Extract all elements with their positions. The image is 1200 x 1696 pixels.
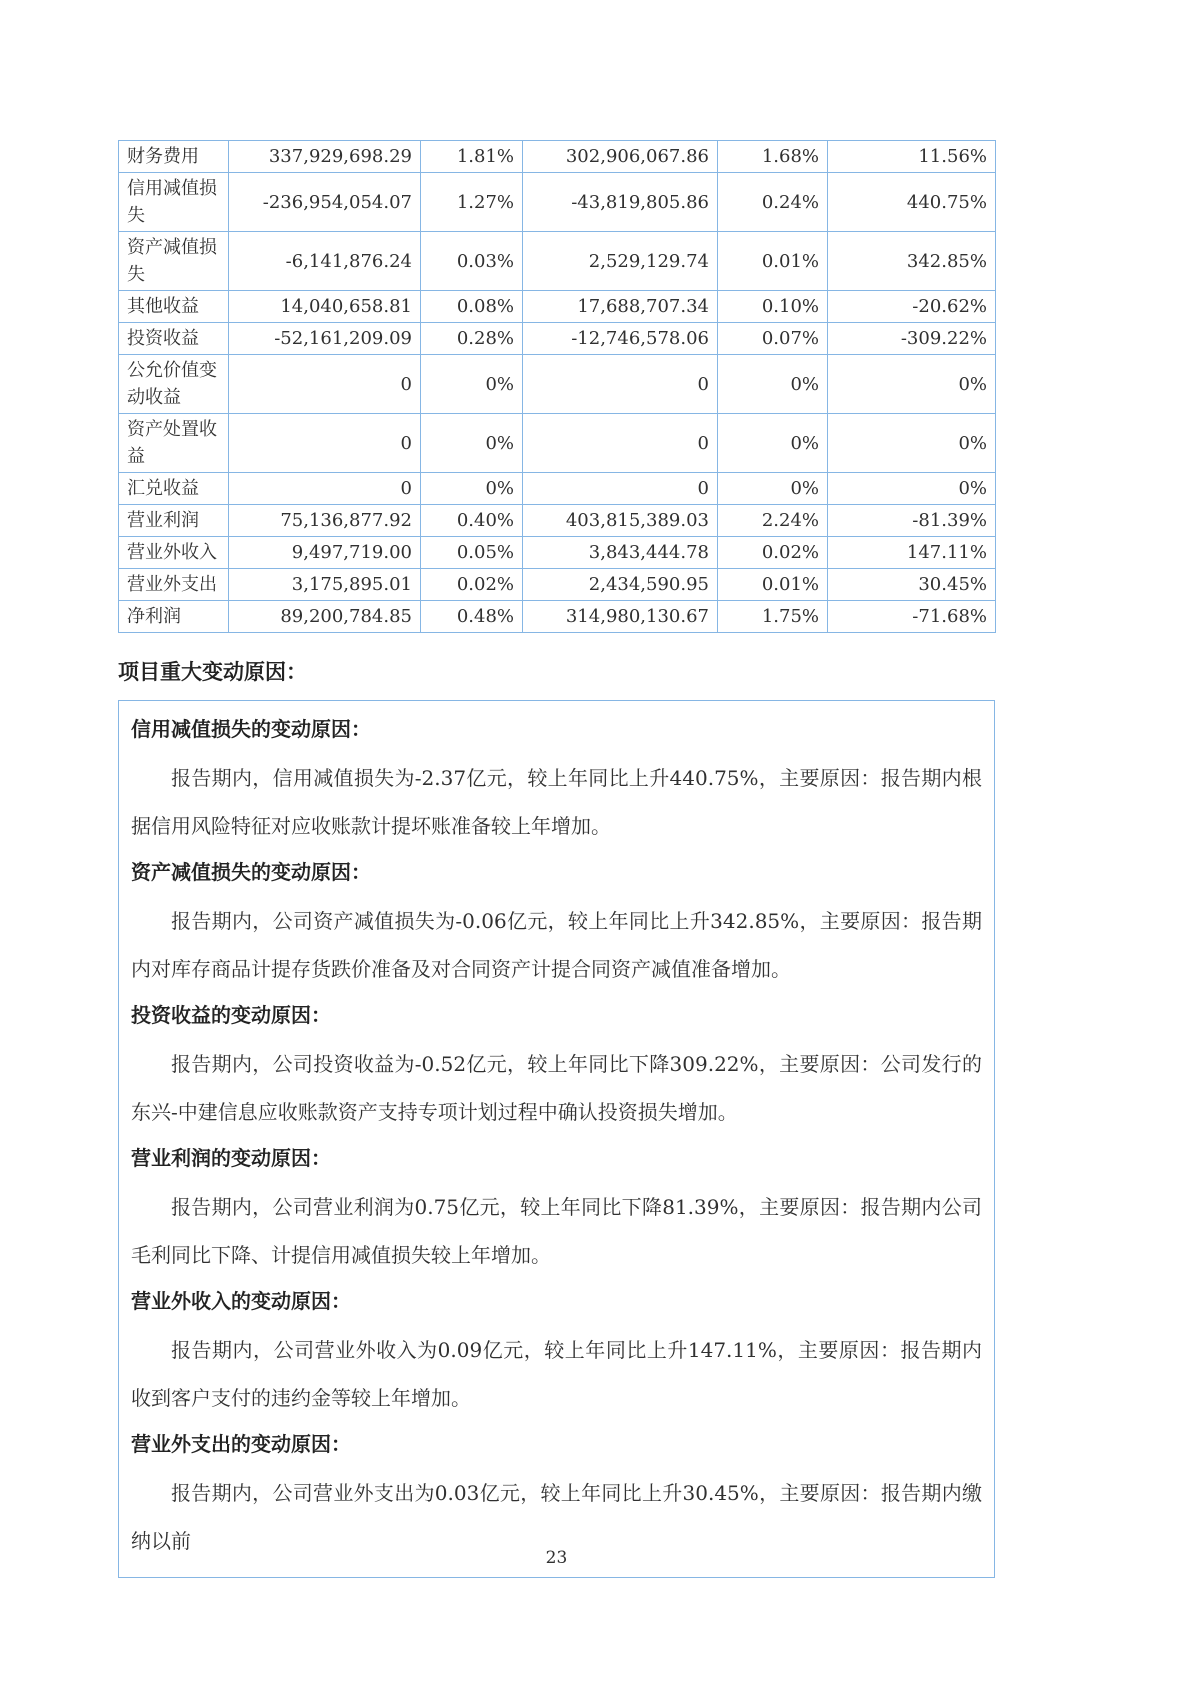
reason-item <box>131 1136 982 1279</box>
cell-yoy-change-percent: 440.75% <box>828 173 996 232</box>
cell-prior-amount: 2,529,129.74 <box>523 232 718 291</box>
cell-yoy-change-percent: 0% <box>828 473 996 505</box>
row-item-label: 投资收益 <box>119 323 229 355</box>
row-item-label: 公允价值变动收益 <box>119 355 229 414</box>
table-row <box>119 291 996 323</box>
table-row <box>119 414 996 473</box>
cell-current-amount: 0 <box>229 473 421 505</box>
cell-current-amount: 3,175,895.01 <box>229 569 421 601</box>
reason-heading: 营业外支出的变动原因： <box>131 1434 351 1457</box>
row-item-label: 其他收益 <box>119 291 229 323</box>
page-number: 23 <box>545 1548 568 1568</box>
financial-table <box>118 140 996 633</box>
cell-current-amount: -52,161,209.09 <box>229 323 421 355</box>
cell-yoy-change-percent: 30.45% <box>828 569 996 601</box>
cell-prior-percent: 1.68% <box>718 141 828 173</box>
table-row <box>119 569 996 601</box>
cell-current-amount: 9,497,719.00 <box>229 537 421 569</box>
row-item-label: 信用减值损失 <box>119 173 229 232</box>
cell-prior-percent: 0.01% <box>718 569 828 601</box>
cell-prior-percent: 0.07% <box>718 323 828 355</box>
cell-prior-amount: 314,980,130.67 <box>523 601 718 633</box>
financial-table-body <box>119 141 996 633</box>
reason-item <box>131 850 982 993</box>
reason-heading: 信用减值损失的变动原因： <box>131 719 371 742</box>
reason-heading: 营业外收入的变动原因： <box>131 1291 351 1314</box>
reason-item <box>131 1422 982 1565</box>
table-row <box>119 601 996 633</box>
table-row <box>119 537 996 569</box>
cell-yoy-change-percent: -20.62% <box>828 291 996 323</box>
cell-current-amount: 0 <box>229 355 421 414</box>
table-row <box>119 141 996 173</box>
table-row <box>119 505 996 537</box>
cell-current-percent: 0% <box>421 473 523 505</box>
reason-body: 报告期内，公司营业利润为0.75亿元，较上年同比下降81.39%，主要原因：报告期内公司毛利同比下降、计提信用减值损失较上年增加。 <box>131 1195 982 1268</box>
cell-prior-percent: 0.10% <box>718 291 828 323</box>
cell-prior-amount: 3,843,444.78 <box>523 537 718 569</box>
page-content <box>118 140 995 1578</box>
reason-item <box>131 707 982 850</box>
row-item-label: 营业利润 <box>119 505 229 537</box>
cell-prior-amount: 403,815,389.03 <box>523 505 718 537</box>
reason-body: 报告期内，公司营业外支出为0.03亿元，较上年同比上升30.45%，主要原因：报告期内缴纳以前 <box>131 1481 982 1554</box>
cell-yoy-change-percent: 0% <box>828 355 996 414</box>
cell-current-percent: 0% <box>421 355 523 414</box>
cell-prior-amount: 302,906,067.86 <box>523 141 718 173</box>
section-title: 项目重大变动原因： <box>118 661 307 684</box>
row-item-label: 资产减值损失 <box>119 232 229 291</box>
cell-prior-amount: 0 <box>523 414 718 473</box>
cell-yoy-change-percent: 342.85% <box>828 232 996 291</box>
table-row <box>119 355 996 414</box>
cell-current-percent: 0.28% <box>421 323 523 355</box>
cell-current-percent: 1.81% <box>421 141 523 173</box>
cell-prior-amount: 17,688,707.34 <box>523 291 718 323</box>
cell-current-amount: 14,040,658.81 <box>229 291 421 323</box>
cell-current-percent: 0% <box>421 414 523 473</box>
cell-prior-percent: 0% <box>718 355 828 414</box>
reason-heading: 营业利润的变动原因： <box>131 1148 331 1171</box>
row-item-label: 汇兑收益 <box>119 473 229 505</box>
cell-prior-amount: 2,434,590.95 <box>523 569 718 601</box>
cell-current-percent: 0.03% <box>421 232 523 291</box>
cell-current-percent: 0.40% <box>421 505 523 537</box>
cell-current-amount: 0 <box>229 414 421 473</box>
cell-current-percent: 1.27% <box>421 173 523 232</box>
row-item-label: 营业外收入 <box>119 537 229 569</box>
row-item-label: 净利润 <box>119 601 229 633</box>
cell-prior-percent: 0% <box>718 473 828 505</box>
reason-item <box>131 1279 982 1422</box>
cell-current-amount: 89,200,784.85 <box>229 601 421 633</box>
cell-prior-percent: 0.01% <box>718 232 828 291</box>
cell-prior-percent: 2.24% <box>718 505 828 537</box>
reason-heading: 投资收益的变动原因： <box>131 1005 331 1028</box>
cell-current-amount: 337,929,698.29 <box>229 141 421 173</box>
cell-current-percent: 0.48% <box>421 601 523 633</box>
table-row <box>119 323 996 355</box>
cell-yoy-change-percent: 147.11% <box>828 537 996 569</box>
cell-yoy-change-percent: -71.68% <box>828 601 996 633</box>
row-item-label: 资产处置收益 <box>119 414 229 473</box>
cell-prior-amount: -43,819,805.86 <box>523 173 718 232</box>
cell-prior-amount: 0 <box>523 473 718 505</box>
cell-current-percent: 0.05% <box>421 537 523 569</box>
cell-yoy-change-percent: -81.39% <box>828 505 996 537</box>
cell-current-percent: 0.08% <box>421 291 523 323</box>
reason-body: 报告期内，公司营业外收入为0.09亿元，较上年同比上升147.11%，主要原因：报告期内收到客户支付的违约金等较上年增加。 <box>131 1338 982 1411</box>
reason-body: 报告期内，信用减值损失为-2.37亿元，较上年同比上升440.75%，主要原因：报告期内根据信用风险特征对应收账款计提坏账准备较上年增加。 <box>131 766 982 839</box>
reason-body: 报告期内，公司投资收益为-0.52亿元，较上年同比下降309.22%，主要原因：公司发行的东兴-中建信息应收账款资产支持专项计划过程中确认投资损失增加。 <box>131 1052 982 1125</box>
reason-heading: 资产减值损失的变动原因： <box>131 862 371 885</box>
row-item-label: 财务费用 <box>119 141 229 173</box>
cell-prior-percent: 0.24% <box>718 173 828 232</box>
cell-current-amount: -6,141,876.24 <box>229 232 421 291</box>
row-item-label: 营业外支出 <box>119 569 229 601</box>
reason-item <box>131 993 982 1136</box>
cell-current-amount: -236,954,054.07 <box>229 173 421 232</box>
cell-prior-percent: 1.75% <box>718 601 828 633</box>
cell-current-percent: 0.02% <box>421 569 523 601</box>
cell-prior-amount: 0 <box>523 355 718 414</box>
cell-prior-percent: 0.02% <box>718 537 828 569</box>
cell-yoy-change-percent: -309.22% <box>828 323 996 355</box>
table-row <box>119 173 996 232</box>
cell-prior-percent: 0% <box>718 414 828 473</box>
table-row <box>119 232 996 291</box>
reasons-box <box>118 700 995 1578</box>
cell-current-amount: 75,136,877.92 <box>229 505 421 537</box>
cell-yoy-change-percent: 0% <box>828 414 996 473</box>
cell-yoy-change-percent: 11.56% <box>828 141 996 173</box>
reason-body: 报告期内，公司资产减值损失为-0.06亿元，较上年同比上升342.85%，主要原因：报告期内对库存商品计提存货跌价准备及对合同资产计提合同资产减值准备增加。 <box>131 909 982 982</box>
cell-prior-amount: -12,746,578.06 <box>523 323 718 355</box>
table-row <box>119 473 996 505</box>
